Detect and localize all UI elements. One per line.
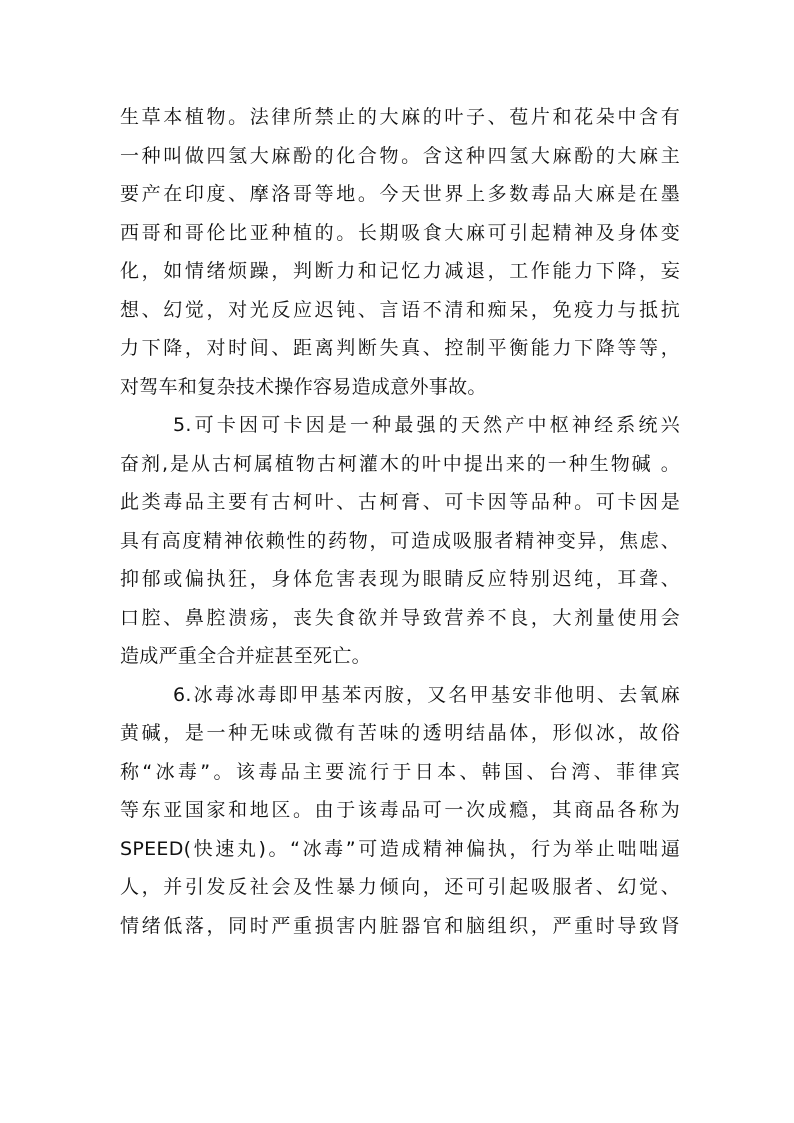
- text-line: 一种叫做四氢大麻酚的化合物。含这种四氢大麻酚的大麻主: [120, 144, 680, 167]
- text-line: 对驾车和复杂技术操作容易造成意外事故。: [120, 375, 487, 398]
- document-page: [120, 98, 680, 945]
- text-line: 口腔、鼻腔溃疡，丧失食欲并导致营养不良，大剂量使用会: [120, 606, 680, 629]
- text-line: 化，如情绪烦躁，判断力和记忆力减退，工作能力下降，妄: [120, 260, 680, 282]
- text-line: 具有高度精神依赖性的药物，可造成吸服者精神变异，焦虑、: [120, 529, 680, 552]
- text-line: 要产在印度、摩洛哥等地。今天世界上多数毒品大麻是在墨: [120, 183, 680, 205]
- text-line: 情绪低落，同时严重损害内脏器官和脑组织，严重时导致肾: [120, 914, 680, 937]
- text-line: 此类毒品主要有古柯叶、古柯膏、可卡因等品种。可卡因是: [120, 491, 680, 513]
- text-line: 生草本植物。法律所禁止的大麻的叶子、苞片和花朵中含有: [120, 106, 680, 128]
- text-line: 黄碱，是一种无味或微有苦味的透明结晶体，形似冰，故俗: [120, 722, 680, 744]
- text-line: 造成严重全合并症甚至死亡。: [120, 645, 371, 667]
- text-line: 想、幻觉，对光反应迟钝、言语不清和痴呆，免疫力与抵抗: [120, 298, 680, 321]
- text-line: 奋剂,是从古柯属植物古柯灌木的叶中提出来的一种生物碱 。: [120, 452, 680, 475]
- text-line: 西哥和哥伦比亚种植的。长期吸食大麻可引起精神及身体变: [120, 221, 680, 244]
- text-line: SPEED(快速丸)。“冰毒”可造成精神偏执，行为举止咄咄逼: [120, 837, 680, 860]
- text-line: 力下降，对时间、距离判断失真、控制平衡能力下降等等，: [120, 337, 680, 359]
- text-line: 6.冰毒冰毒即甲基苯丙胺，又名甲基安非他明、去氧麻: [173, 683, 680, 706]
- text-line: 抑郁或偏执狂，身体危害表现为眼睛反应特别迟纯，耳聋、: [120, 568, 680, 590]
- text-line: 5.可卡因可卡因是一种最强的天然产中枢神经系统兴: [173, 414, 680, 436]
- text-line: 等东亚国家和地区。由于该毒品可一次成瘾，其商品各称为: [120, 799, 680, 821]
- text-line: 称“冰毒”。该毒品主要流行于日本、韩国、台湾、菲律宾: [120, 760, 680, 783]
- text-line: 人，并引发反社会及性暴力倾向，还可引起吸服者、幻觉、: [120, 876, 680, 898]
